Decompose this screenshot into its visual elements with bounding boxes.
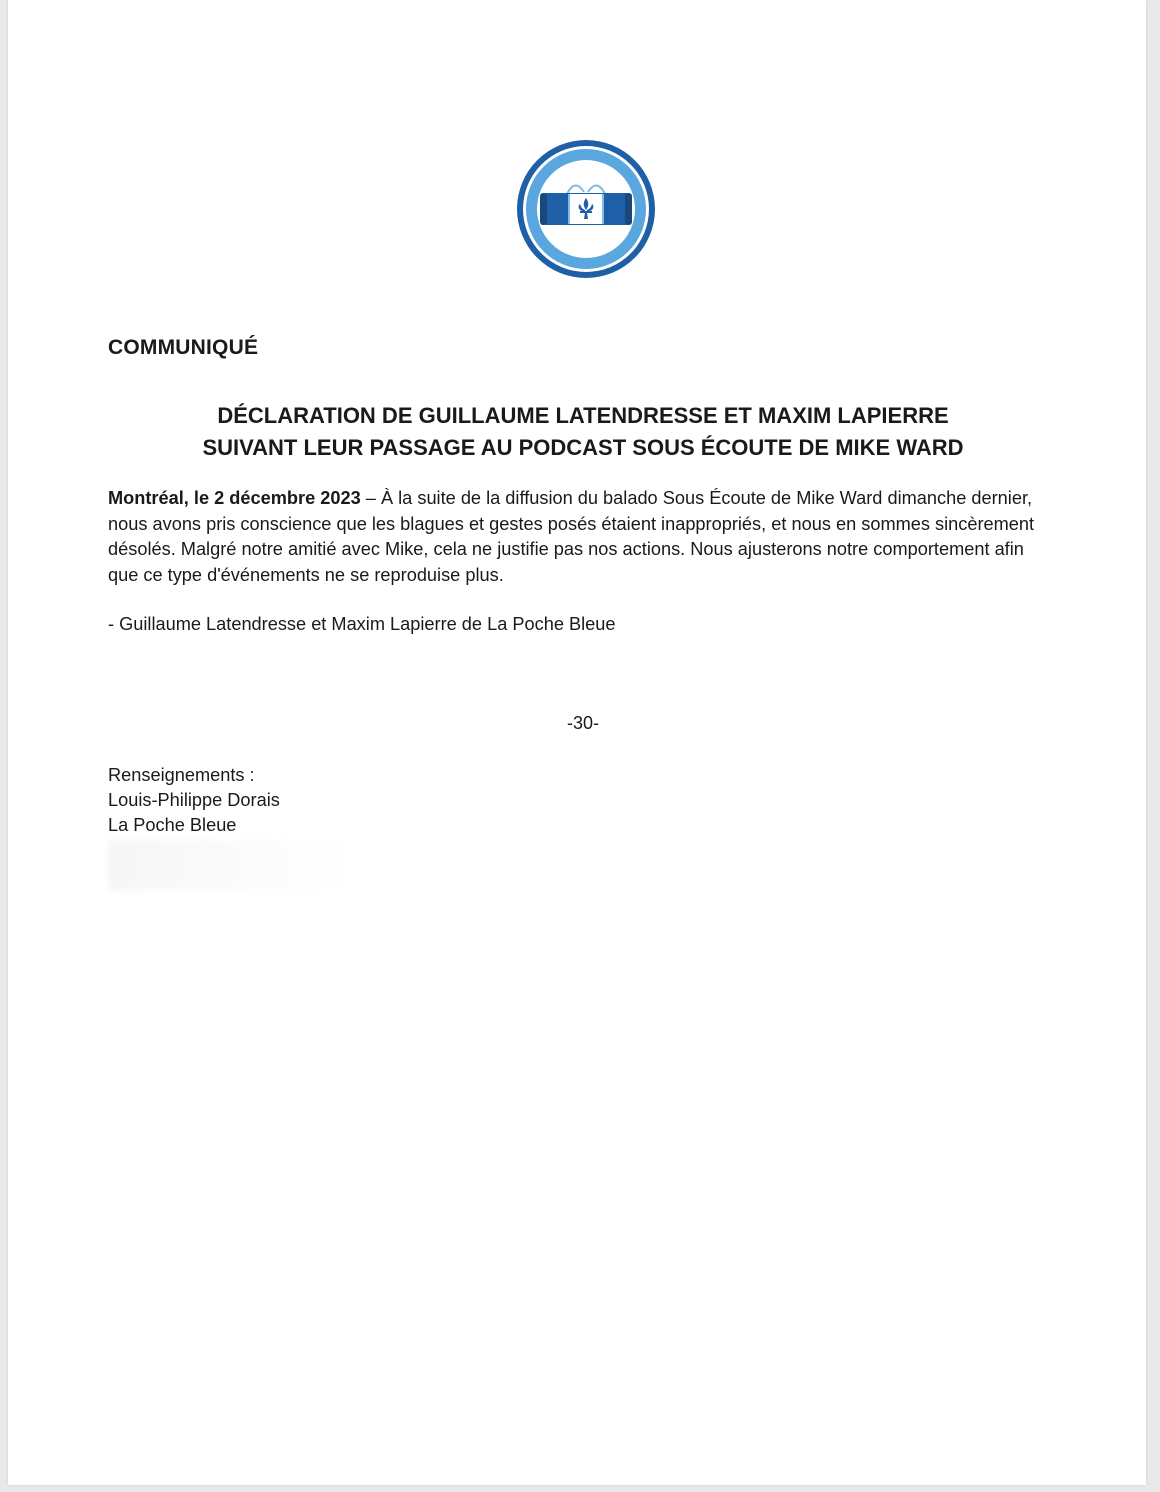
la-poche-bleue-logo xyxy=(515,138,657,280)
logo-top-text: PODCAST xyxy=(556,160,616,181)
document-title xyxy=(108,400,1058,464)
contact-organization: La Poche Bleue xyxy=(108,815,237,835)
redacted-contact-details xyxy=(108,840,348,890)
document-page xyxy=(8,0,1146,1485)
logo-bottom-text: LA POCHE BLEUE xyxy=(549,231,623,256)
dateline: Montréal, le 2 décembre 2023 xyxy=(108,488,361,508)
contact-name: Louis-Philippe Dorais xyxy=(108,790,280,810)
document-heading: COMMUNIQUÉ xyxy=(108,336,259,359)
end-mark: -30- xyxy=(566,713,599,733)
contact-block xyxy=(108,763,280,838)
signature-line: - Guillaume Latendresse et Maxim Lapierre de La Poche Bleue xyxy=(108,614,616,634)
statement-body: – À la suite de la diffusion du balado Sous Écoute de Mike Ward dimanche dernier, nous avons pris conscience que les blagues et gestes posés étaient inappropriés, et nous en sommes sincèrement désolés. Malgré notre amitié avec Mike, cela ne justifie pas nos actions. Nous ajusterons notre comportement afin que ce type d'événements ne se reproduise plus. xyxy=(108,488,1035,585)
title-line: DÉCLARATION DE GUILLAUME LATENDRESSE ET MAXIM LAPIERRE xyxy=(217,403,949,428)
statement-paragraph xyxy=(108,486,1048,588)
title-line: SUIVANT LEUR PASSAGE AU PODCAST SOUS ÉCOUTE DE MIKE WARD xyxy=(202,435,964,460)
contact-label: Renseignements : xyxy=(108,765,255,785)
